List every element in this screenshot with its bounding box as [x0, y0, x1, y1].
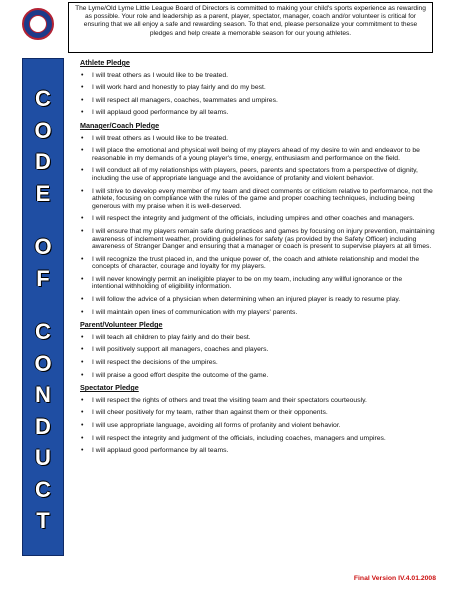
code-of-conduct-banner — [22, 58, 64, 556]
pledge-item: • I will ensure that my players remain safe during practices and games by focusing on injury prevention, maintaining awareness of inclement weather, providing guidelines for safety (as provided by the Safety Officer) including awareness of Stranger Danger and ensuring that a manager or coach is present to supervise players at all times. — [80, 228, 435, 251]
pledge-item: • I will never knowingly permit an ineligible player to be on my team, including any willful ignorance or the intentional withholding of eligibility information. — [80, 276, 435, 291]
pledge-item: • I will work hard and honestly to play fairly and do my best. — [80, 84, 435, 92]
section-title: Manager/Coach Pledge — [80, 120, 160, 130]
pledge-item: • I will respect the integrity and judgment of the officials, including umpires and other coaches and managers. — [80, 215, 435, 223]
pledge-item: • I will positively support all managers, coaches and players. — [80, 346, 435, 354]
banner-letter: C — [35, 86, 51, 111]
banner-letter: O — [34, 117, 52, 143]
pledge-item: • I will applaud good performance by all teams. — [80, 447, 435, 455]
banner-letter: E — [35, 180, 51, 206]
pledge-item: • I will use appropriate language, avoiding all forms of profanity and violent behavior. — [80, 422, 435, 430]
banner-letter: N — [35, 382, 51, 407]
pledge-list — [80, 334, 435, 379]
version-label: Final Version IV.4.01.2008 — [353, 575, 436, 582]
intro-box: The Lyme/Old Lyme Little League Board of Directors is committed to making your child's sports experience as rewarding as possible. Your role and leadership as a parent, player, spectator, manager, coach and/or volunteer is critical for ensuring that we all enjoy a safe and rewarding season. To that end, please personalize your commitment to these pledges and help create a memorable season for our young athletes. — [68, 2, 433, 53]
banner-letter: C — [35, 319, 51, 344]
banner-letter: D — [35, 149, 51, 174]
banner-letter: O — [34, 350, 52, 376]
banner-letter: F — [36, 265, 50, 291]
pledge-item: • I will strive to develop every member of my team and direct comments or criticism relative to performance, not the athlete, focusing on compliance with the rules of the game and proper coaching techniques, including being generous with my praise when it is well-deserved. — [80, 188, 435, 211]
pledge-item: • I will recognize the trust placed in, and the unique power of, the coach and athlete relationship and model the concepts of character, courage and loyalty for my players. — [80, 256, 435, 271]
pledges-content — [80, 56, 435, 460]
banner-letter: U — [35, 445, 51, 470]
pledge-item: • I will praise a good effort despite the outcome of the game. — [80, 372, 435, 380]
section-title: Athlete Pledge — [80, 58, 130, 67]
section-title: Spectator Pledge — [80, 383, 139, 393]
pledge-item: • I will cheer positively for my team, rather than against them or their opponents. — [80, 409, 435, 417]
pledge-item: • I will maintain open lines of communication with my players' parents. — [80, 309, 435, 317]
pledge-item: • I will respect the integrity and judgment of the officials, including coaches, managers and umpires. — [80, 435, 435, 443]
banner-letter: O — [34, 234, 52, 259]
banner-letter: D — [35, 413, 51, 439]
pledge-list — [80, 397, 435, 455]
pledge-item: • I will applaud good performance by all teams. — [80, 109, 435, 117]
pledge-item: • I will respect all managers, coaches, teammates and umpires. — [80, 97, 435, 105]
banner-letter: C — [35, 476, 51, 502]
pledge-item: • I will respect the decisions of the umpires. — [80, 359, 435, 367]
pledge-item: • I will respect the rights of others and treat the visiting team and their spectators courteously. — [80, 397, 435, 405]
pledge-list — [80, 72, 435, 117]
section-title: Parent/Volunteer Pledge — [80, 320, 163, 330]
pledge-item: • I will treat others as I would like to be treated. — [80, 72, 435, 80]
pledge-item: • I will treat others as I would like to be treated. — [80, 135, 435, 143]
pledge-item: • I will follow the advice of a physician when determining when an injured player is ready to resume play. — [80, 296, 435, 304]
pledge-item: • I will place the emotional and physical well being of my players ahead of my desire to win and endeavor to be reasonable in my demands of a young player's time, energy, enthusiasm and performance on the field. — [80, 147, 435, 162]
banner-letter: T — [36, 508, 50, 533]
pledge-item: • I will conduct all of my relationships with players, peers, parents and spectators from a perspective of dignity, including the use of appropriate language and the avoidance of profanity and violent behavior. — [80, 167, 435, 182]
pledge-list — [80, 135, 435, 317]
league-logo — [22, 8, 54, 40]
pledge-item: • I will teach all children to play fairly and do their best. — [80, 334, 435, 342]
